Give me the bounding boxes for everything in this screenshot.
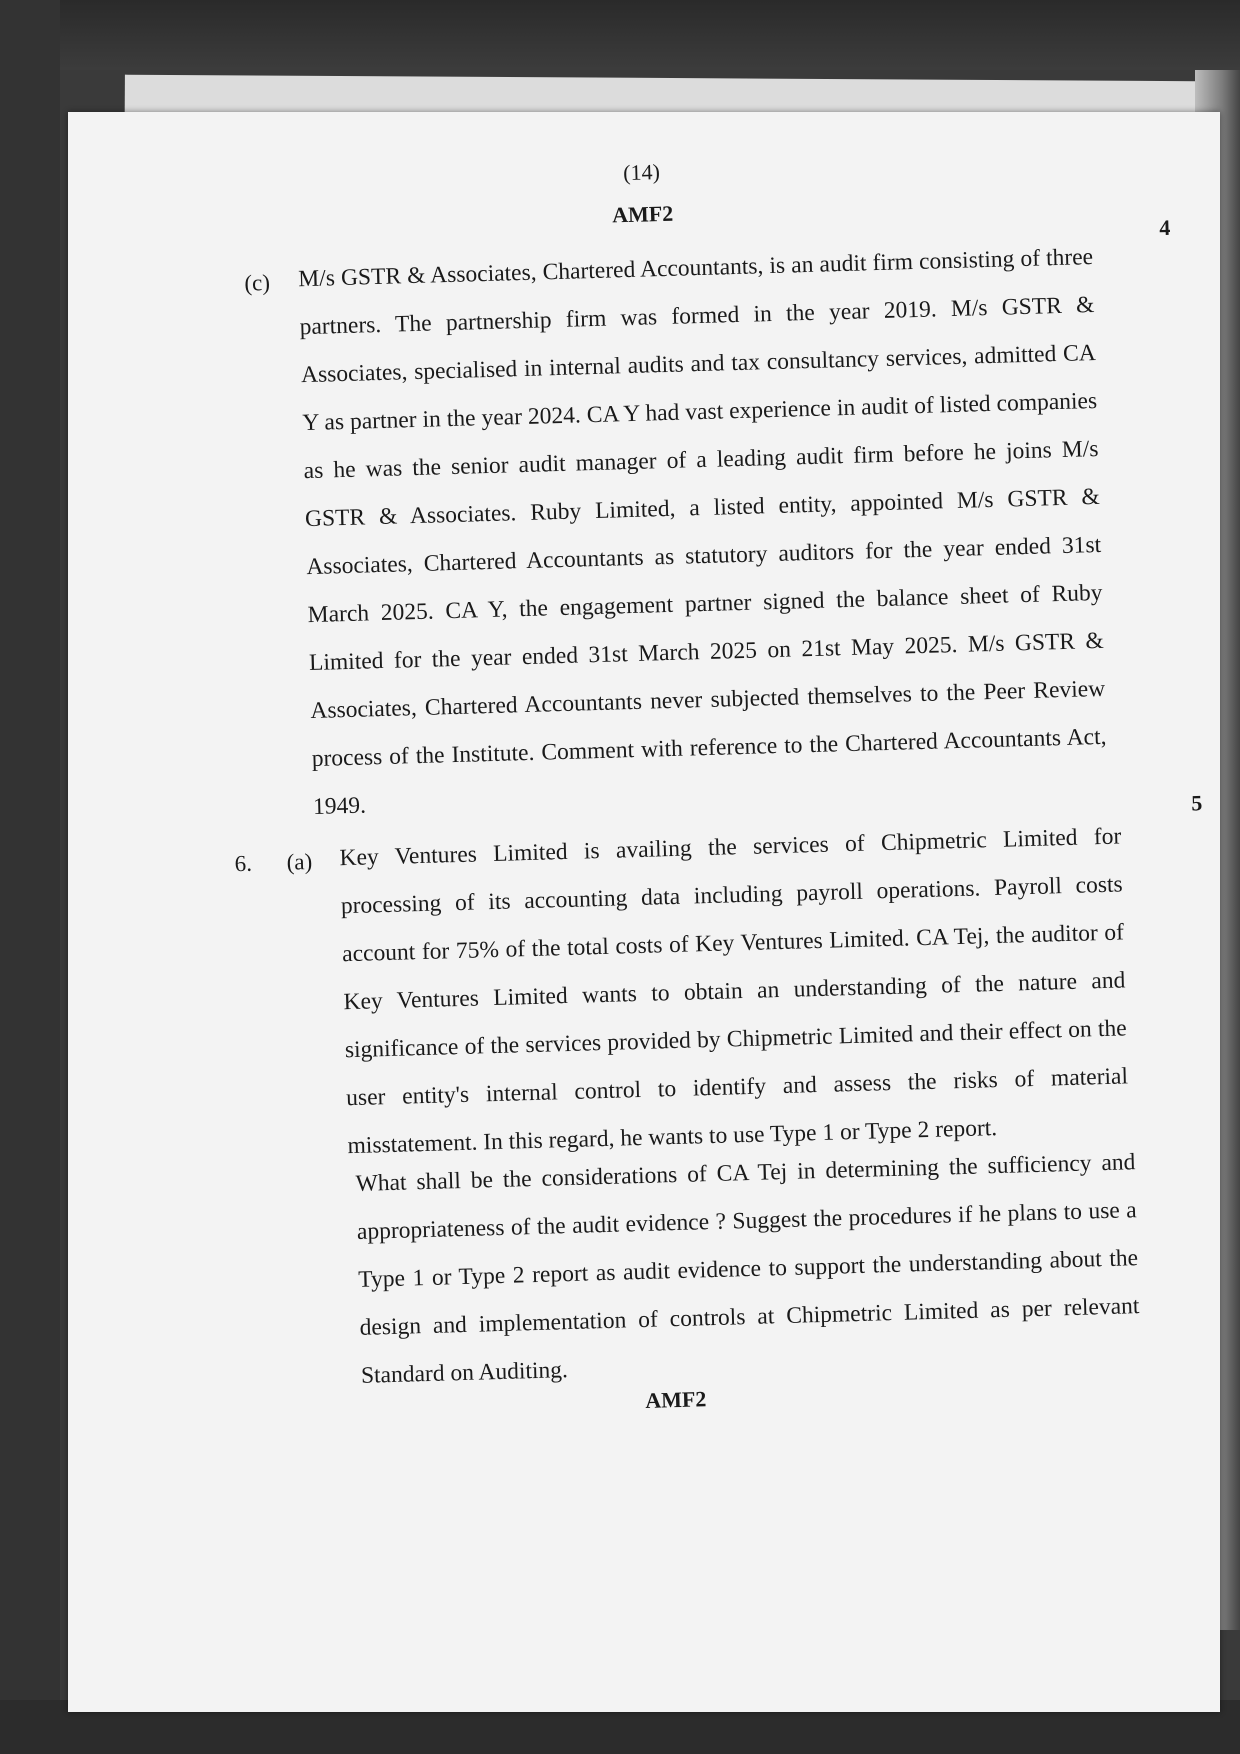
paper-code-footer: AMF2 [644,1386,707,1413]
page-number: (14) [622,159,661,186]
question-6a-prompt: What shall be the considerations of CA Tej in determining the sufficiency and appropriateness of the audit evidence ? Suggest the procedures if he plans to use a Type 1 or Type 2 report as audit evidence to support the understanding about the design and implementation of controls at Chipmetric Limited as per relevant Standard on Auditing. [355,1149,1140,1389]
scan-background-left [0,0,60,1754]
scan-background-top [0,0,1240,70]
question-c-text: M/s GSTR & Associates, Chartered Accountants, is an audit firm consisting of three partners. The partnership firm was formed in the year 2019. M/s GSTR & Associates, specialised in internal audits and tax consultancy services, admitted CA Y as partner in the year 2024. CA Y had vast experience in audit of listed companies as he was the senior audit manager of a leading audit firm before he joins M/s GSTR & Associates. Ruby Limited, a listed entity, appointed M/s GSTR & Associates, Chartered Accountants as statutory auditors for the year ended 31st March 2025. CA Y, the engagement partner signed the balance sheet of Ruby Limited for the year ended 31st March 2025 on 21st May 2025. M/s GSTR & Associates, Chartered Accountants never subjected themselves to the Peer Review process of the Institute. Comment with reference to the Chartered Accountants Act, 1949. [297,244,1107,821]
question-c-label: (c) [244,270,271,296]
marks-question-c: 4 [1158,214,1171,241]
question-6-number: 6. [234,850,253,877]
question-6a-text: Key Ventures Limited is availing the services of Chipmetric Limited for processing of its accounting data including payroll operations. Payroll costs account for 75% of the total costs of Key Ventures Limited. CA Tej, the auditor of Key Ventures Limited wants to obtain an understanding of the nature and significance of the services provided by Chipmetric Limited and their effect on the user entity's internal control to identify and assess the risks of material misstatement. In this regard, he wants to use Type 1 or Type 2 report. [339,823,1129,1160]
question-6a-label: (a) [286,849,313,875]
exam-page [68,112,1220,1712]
page-content [64,96,1240,1728]
paper-code-header: AMF2 [611,200,674,228]
marks-question-6a: 5 [1190,790,1203,816]
